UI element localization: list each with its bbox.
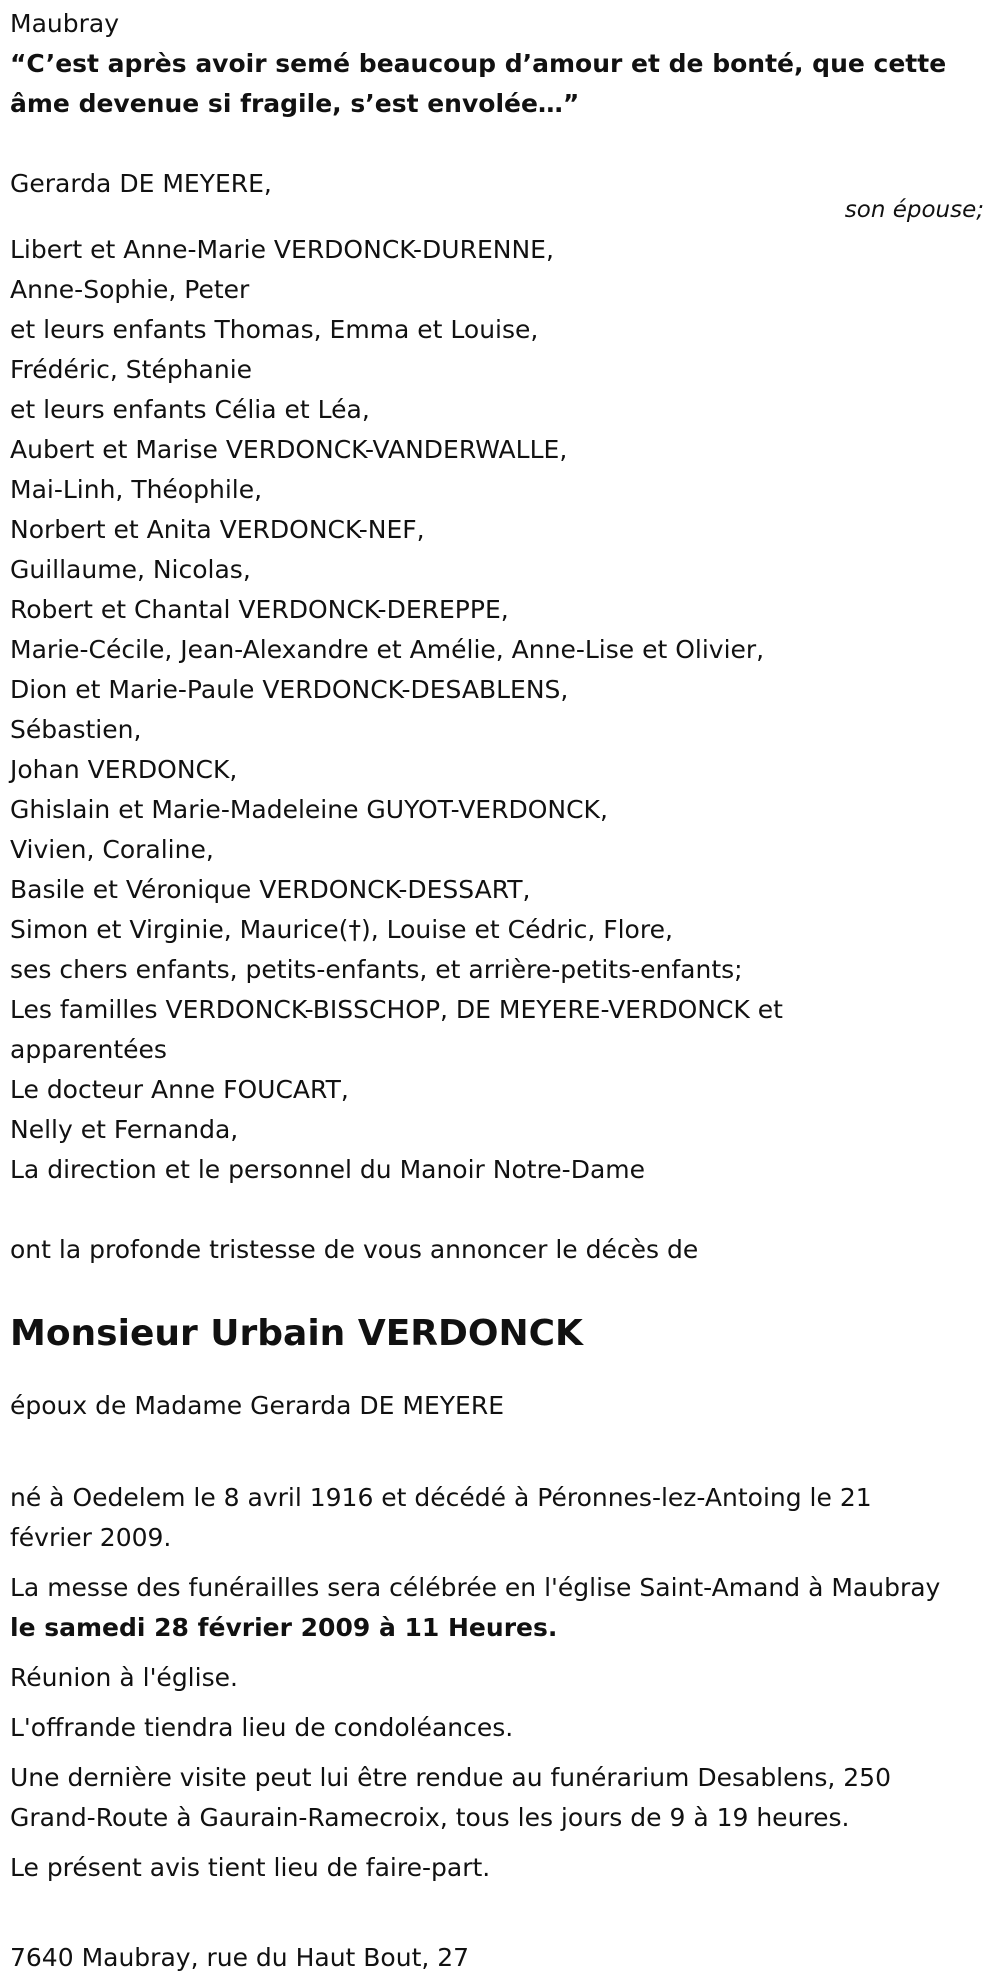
deceased-spouse-of: époux de Madame Gerarda DE MEYERE bbox=[10, 1391, 505, 1420]
family-line: Marie-Cécile, Jean-Alexandre et Amélie, Anne-Lise et Olivier, bbox=[10, 635, 765, 664]
family-line: La direction et le personnel du Manoir Notre-Dame bbox=[10, 1155, 646, 1184]
family-line: Le docteur Anne FOUCART, bbox=[10, 1075, 349, 1104]
family-line: Sébastien, bbox=[10, 715, 142, 744]
deceased-name: Monsieur Urbain VERDONCK bbox=[10, 1313, 583, 1354]
spouse-role: son épouse; bbox=[844, 197, 984, 223]
family-address: 7640 Maubray, rue du Haut Bout, 27 bbox=[10, 1943, 470, 1972]
family-line: Robert et Chantal VERDONCK-DEREPPE, bbox=[10, 595, 509, 624]
family-line: Anne-Sophie, Peter bbox=[10, 275, 250, 304]
family-line: Johan VERDONCK, bbox=[10, 755, 238, 784]
header-quote: “C’est après avoir semé beaucoup d’amour et de bonté, que cette âme devenue si fragile, s’est envolée…” bbox=[10, 49, 947, 118]
family-line: Vivien, Coraline, bbox=[10, 835, 214, 864]
family-line: Libert et Anne-Marie VERDONCK-DURENNE, bbox=[10, 235, 554, 264]
family-line: Mai-Linh, Théophile, bbox=[10, 475, 263, 504]
funeral-mass-date: le samedi 28 février 2009 à 11 Heures. bbox=[10, 1613, 558, 1642]
family-line: et leurs enfants Thomas, Emma et Louise, bbox=[10, 315, 539, 344]
family-line: Les familles VERDONCK-BISSCHOP, DE MEYERE-VERDONCK et bbox=[10, 995, 783, 1024]
family-line: Aubert et Marise VERDONCK-VANDERWALLE, bbox=[10, 435, 568, 464]
meeting-text: Réunion à l'église. bbox=[10, 1663, 238, 1692]
visit-text: Une dernière visite peut lui être rendue au funérarium Desablens, 250 Grand-Route à Gaurain-Ramecroix, tous les jours de 9 à 19 heures. bbox=[10, 1763, 891, 1832]
spouse-row bbox=[10, 164, 1000, 223]
family-line: Guillaume, Nicolas, bbox=[10, 555, 251, 584]
family-line: Dion et Marie-Paule VERDONCK-DESABLENS, bbox=[10, 675, 569, 704]
family-line: Norbert et Anita VERDONCK-NEF, bbox=[10, 515, 425, 544]
family-line: apparentées bbox=[10, 1035, 167, 1064]
obituary-page bbox=[0, 4, 1000, 1983]
offering-text: L'offrande tiendra lieu de condoléances. bbox=[10, 1713, 514, 1742]
family-line: et leurs enfants Célia et Léa, bbox=[10, 395, 370, 424]
birth-death-text: né à Oedelem le 8 avril 1916 et décédé à Péronnes-lez-Antoing le 21 février 2009. bbox=[10, 1483, 872, 1552]
header-location: Maubray bbox=[10, 9, 119, 38]
notice-text: Le présent avis tient lieu de faire-part. bbox=[10, 1853, 491, 1882]
family-line: Basile et Véronique VERDONCK-DESSART, bbox=[10, 875, 531, 904]
announcement-text: ont la profonde tristesse de vous annoncer le décès de bbox=[10, 1235, 699, 1264]
spouse-name: Gerarda DE MEYERE, bbox=[10, 169, 272, 198]
funeral-mass-text: La messe des funérailles sera célébrée en l'église Saint-Amand à Maubray bbox=[10, 1573, 941, 1602]
family-line: ses chers enfants, petits-enfants, et arrière-petits-enfants; bbox=[10, 955, 743, 984]
family-line: Simon et Virginie, Maurice(†), Louise et Cédric, Flore, bbox=[10, 915, 673, 944]
funeral-mass-paragraph bbox=[10, 1568, 970, 1648]
family-line: Ghislain et Marie-Madeleine GUYOT-VERDONCK, bbox=[10, 795, 608, 824]
family-list bbox=[10, 230, 1000, 1190]
family-line: Nelly et Fernanda, bbox=[10, 1115, 239, 1144]
family-line: Frédéric, Stéphanie bbox=[10, 355, 253, 384]
